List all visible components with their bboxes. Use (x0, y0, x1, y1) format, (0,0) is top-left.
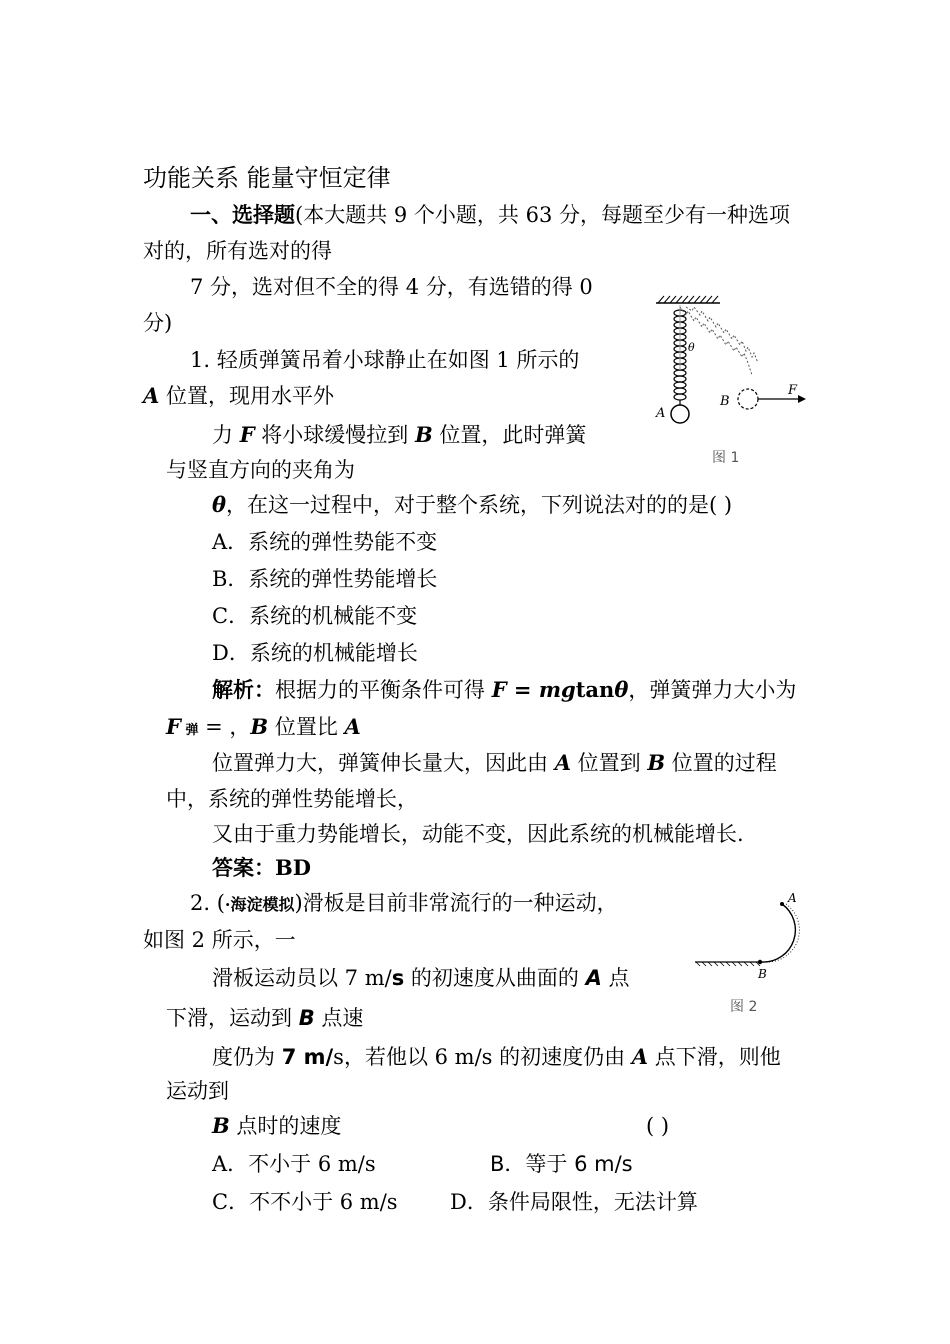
var-F: F (239, 422, 255, 447)
q1-analysis-line-1 (212, 675, 796, 705)
q1-option-c: C．系统的机械能不变 (212, 604, 418, 628)
figure-2-caption: 图 2 (730, 999, 758, 1015)
figure-2-curve-diagram (690, 888, 810, 983)
fig1-label-B: B (720, 394, 730, 409)
q2-line-5 (212, 1042, 781, 1072)
fig2-label-B: B (758, 967, 767, 981)
q2-answer-paren: ( ) (646, 1114, 670, 1138)
q1-l3-a: 力 (212, 423, 240, 447)
a1-a: 根据力的平衡条件可得 (275, 678, 492, 702)
section-heading: 一、选择题 (190, 202, 295, 227)
a1-F: F (491, 677, 507, 702)
a3-A: A (554, 750, 571, 775)
q1-line-2 (143, 381, 334, 411)
a1-mg: mg (538, 677, 576, 702)
section-desc-2: 对的，所有选对的得 (143, 239, 332, 263)
a3-b: 位置到 (570, 751, 648, 775)
q2-l5-A: A (631, 1044, 649, 1069)
q1-l3-c: 位置，此时弹簧 (432, 423, 587, 447)
q2-source: ·海淀模拟 (224, 895, 295, 914)
a1-theta: θ (614, 677, 629, 702)
q2-line-2: 如图 2 所示，一 (143, 928, 296, 952)
q1-line-5 (212, 490, 732, 520)
q2-option-a: A．不小于 6 m/s (212, 1152, 376, 1176)
q1-option-d: D．系统的机械能增长 (212, 641, 418, 665)
q1-analysis-line-4: 中，系统的弹性势能增长， (166, 787, 418, 811)
q2-l3-s: s (391, 966, 405, 990)
q2-line-3 (212, 963, 630, 993)
q2-l4-a: 下滑，运动到 (166, 1006, 299, 1030)
q2-line-6: 运动到 (166, 1079, 229, 1103)
q2-l5-b: s，若他以 6 m/s 的初速度仍由 (333, 1045, 632, 1069)
q2-l5-a: 度仍为 (212, 1045, 282, 1069)
q2-l7-text: 点时的速度 (229, 1114, 342, 1138)
var-B: B (414, 422, 433, 447)
section-desc-3: 7 分，选对但不全的得 4 分，有选错的得 0 (190, 275, 593, 299)
q2-l3-A: A (585, 966, 602, 990)
q2-l3-b: 的初速度从曲面的 (404, 966, 586, 990)
a2-sub: 弹 (180, 723, 199, 738)
a3-a: 位置弹力大，弹簧伸长量大，因此由 (212, 751, 555, 775)
a2-F: F (166, 714, 181, 739)
q2-l4-B: B (298, 1006, 315, 1030)
fig1-label-A: A (656, 406, 666, 421)
q1-l3-b: 将小球缓慢拉到 (254, 423, 415, 447)
q2-l5-c: 点下滑，则他 (648, 1045, 781, 1069)
a3-B: B (647, 750, 666, 775)
q2-option-d: D．条件局限性，无法计算 (450, 1190, 698, 1214)
q2-l3-c: 点 (601, 966, 630, 990)
q1-option-b: B．系统的弹性势能增长 (212, 567, 438, 591)
a2-B: B (250, 714, 269, 739)
q2-option-b: B．等于 6 m/s (490, 1152, 633, 1176)
q2-l4-b: 点速 (314, 1006, 364, 1030)
q2-l5-v: 7 m/ (281, 1045, 334, 1069)
a2-b: 位置比 (268, 715, 345, 739)
q1-answer (212, 853, 311, 883)
q2-option-c: C．不不小于 6 m/s (212, 1190, 398, 1214)
var-A: A (143, 383, 160, 408)
var-theta: θ (212, 492, 227, 517)
q2-l1-b: )滑板是目前非常流行的一种运动， (294, 891, 618, 915)
figure-1-caption: 图 1 (712, 450, 740, 466)
q2-line-4 (166, 1003, 363, 1033)
q2-line-7 (212, 1111, 341, 1141)
q1-line-3 (212, 420, 586, 450)
q2-line-1 (190, 888, 618, 920)
fig2-label-A: A (788, 891, 797, 905)
section-desc-1: (本大题共 9 个小题，共 63 分，每题至少有一种选项 (295, 203, 790, 227)
answer-label: 答案： (212, 855, 275, 880)
a2-A: A (344, 714, 361, 739)
q2-l7-B: B (212, 1113, 230, 1138)
q1-analysis-line-5: 又由于重力势能增长，动能不变，因此系统的机械能增长. (212, 822, 744, 846)
fig1-label-theta: θ (688, 341, 695, 354)
page-title: 功能关系 能量守恒定律 (143, 164, 391, 192)
fig1-label-F: F (788, 383, 798, 398)
q1-l5-text: ，在这一过程中，对于整个系统，下列说法对的的是( ) (226, 493, 733, 517)
q1-line-1: 1. 轻质弹簧吊着小球静止在如图 1 所示的 (190, 348, 580, 372)
figure-1-spring-diagram (648, 295, 808, 440)
section-desc-4: 分) (143, 311, 173, 335)
q1-line-2-text: 位置，现用水平外 (159, 384, 334, 408)
q2-l3-a: 滑板运动员以 7 m/ (212, 966, 392, 990)
q1-analysis-line-3 (212, 748, 777, 778)
q1-option-a: A．系统的弹性势能不变 (212, 530, 438, 554)
a1-b: ，弹簧弹力大小为 (628, 678, 797, 702)
analysis-label: 解析： (212, 677, 275, 702)
answer-value: BD (275, 855, 311, 880)
q2-l1-a: 2. ( (190, 891, 225, 915)
q1-line-4: 与竖直方向的夹角为 (166, 458, 355, 482)
section-intro-line-1 (190, 200, 790, 230)
a1-eq: = (506, 677, 539, 702)
q1-analysis-line-2 (166, 712, 361, 746)
a3-c: 位置的过程 (665, 751, 777, 775)
a2-a: = ， (198, 715, 251, 739)
a1-tan: tan (575, 677, 615, 702)
